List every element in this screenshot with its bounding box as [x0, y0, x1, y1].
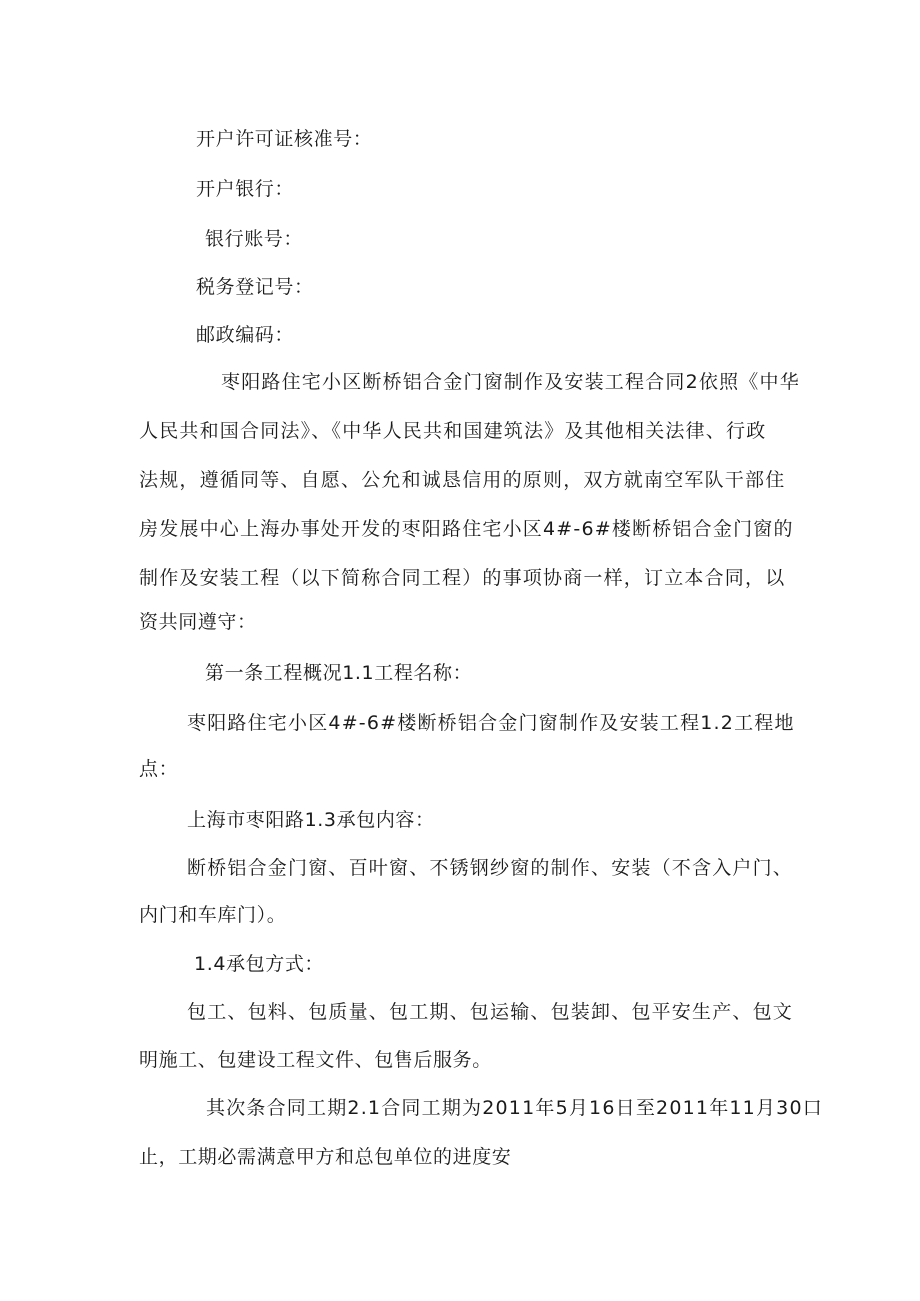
method-line: 包工、包料、包质量、包工期、包运输、包装卸、包平安生产、包文 [187, 1001, 794, 1023]
field-tax-registration: 税务登记号： [196, 276, 314, 298]
method-line: 明施工、包建设工程文件、包售后服务。 [139, 1049, 492, 1071]
field-account-license: 开户许可证核准号： [196, 128, 373, 150]
intro-line: 枣阳路住宅小区断桥铝合金门窗制作及安装工程合同2依照《中华 [221, 371, 800, 393]
contract-method-heading: 1.4承包方式： [194, 953, 325, 975]
article2-line: 其次条合同工期2.1合同工期为2011年5月16日至2011年11月30口 [206, 1097, 823, 1119]
scope-line: 内门和车库门）。 [139, 904, 287, 926]
intro-line: 法规，遵循同等、自愿、公允和诚恳信用的原则，双方就南空军队干部住 [139, 469, 786, 491]
project-name-line: 枣阳路住宅小区4#-6#楼断桥铝合金门窗制作及安装工程1.2工程地 [187, 712, 795, 734]
article2-line: 止，工期必需满意甲方和总包单位的进度安 [139, 1146, 512, 1168]
project-location: 上海市枣阳路1.3承包内容： [187, 809, 435, 831]
intro-line: 资共同遵守： [139, 611, 257, 633]
intro-line: 人民共和国合同法》、《中华人民共和国建筑法》及其他相关法律、行政 [139, 420, 767, 442]
field-postal-code: 邮政编码： [196, 324, 295, 346]
intro-line: 房发展中心上海办事处开发的枣阳路住宅小区4#-6#楼断桥铝合金门窗的 [139, 518, 794, 540]
scope-line: 断桥铝合金门窗、百叶窗、不锈钢纱窗的制作、安装（不含入户门、 [187, 857, 794, 879]
project-name-line: 点： [139, 758, 179, 780]
article1-heading: 第一条工程概况1.1工程名称： [205, 662, 473, 684]
field-bank: 开户银行： [196, 178, 295, 200]
intro-line: 制作及安装工程（以下简称合同工程）的事项协商一样，订立本合同，以 [139, 567, 786, 589]
field-bank-account: 银行账号： [205, 228, 304, 250]
